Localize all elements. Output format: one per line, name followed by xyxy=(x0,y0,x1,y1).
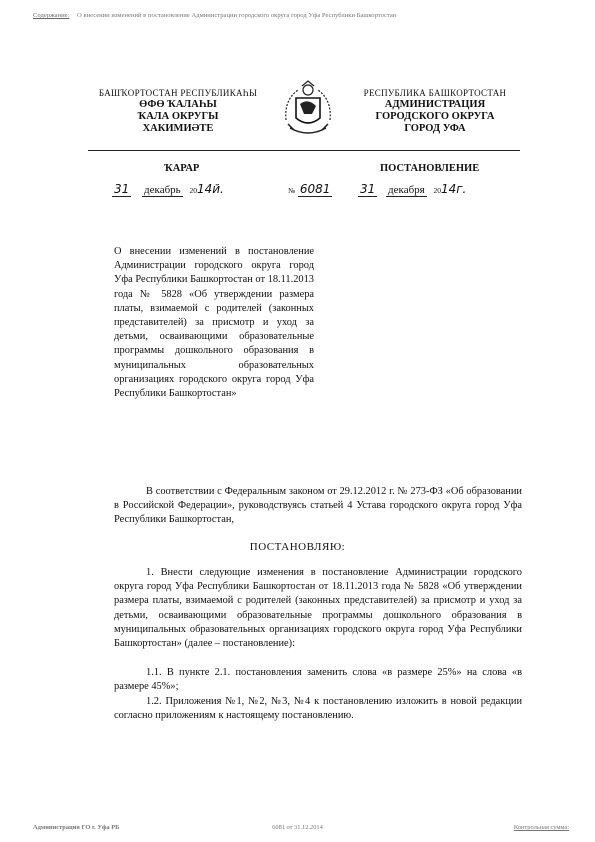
date-right-year: 14г. xyxy=(440,182,467,196)
subject-block: О внесении изменений в постановление Администрации городского округа город Уфа Республики Башкортостан от 18.11.2013 года № 5828 «Об утверждении размера платы, взимаемой с родителей (законных представителей) за присмотр и уход за детьми, осваивающими образовательные программы дошкольного образования в муниципальных образовательных организациях городского округа город Уфа Республики Башкортостан» xyxy=(114,246,314,400)
header-left-line1: БАШҠОРТОСТАН РЕСПУБЛИКАҺЫ xyxy=(98,88,258,98)
number-sign: № xyxy=(288,186,296,195)
header-russian xyxy=(350,87,520,135)
doc-kind-bashkir: ҠАРАР xyxy=(164,163,200,174)
clause-1-2: 1.2. Приложения №1, №2, №3, №4 к постановлению изложить в новой редакции согласно приложениям к настоящему постановлению. xyxy=(114,696,522,722)
resolve-heading: ПОСТАНОВЛЯЮ: xyxy=(249,541,346,553)
coat-of-arms-emblem xyxy=(280,80,336,140)
date-left-day: 31 xyxy=(114,182,130,196)
date-left-month: декабрь xyxy=(144,184,181,196)
date-right-year-prefix: 20 xyxy=(433,186,441,195)
header-right-line2: АДМИНИСТРАЦИЯ xyxy=(384,99,486,110)
document-number xyxy=(288,182,332,196)
header-left-line3: ҠАЛА ОКРУГЫ xyxy=(137,111,219,122)
footer-checksum-link[interactable]: Контрольная сумма: xyxy=(513,824,569,831)
header-bashkir xyxy=(88,87,268,135)
footer-organization: Администрация ГО г. Уфа РБ xyxy=(33,824,120,831)
header-right-line3: ГОРОДСКОГО ОКРУГА xyxy=(375,111,495,122)
header-left-line2: ӨФӨ ҠАЛАҺЫ xyxy=(139,99,217,110)
clause-1-1: 1.1. В пункте 2.1. постановления заменить слова «в размере 25%» на слова «в размере 45%»; xyxy=(114,667,522,693)
document-title: О внесении изменений в постановление Администрации городского округа город Уфа Республики Башкортостан xyxy=(77,12,397,19)
contents-link[interactable]: Содержание: xyxy=(33,12,70,19)
header-divider xyxy=(88,150,520,151)
date-left xyxy=(112,182,224,196)
header-right-line1: РЕСПУБЛИКА БАШКОРТОСТАН xyxy=(363,88,507,98)
number-value: 6081 xyxy=(299,182,331,196)
preamble-paragraph: В соответствии с Федеральным законом от 29.12.2012 г. № 273-ФЗ «Об образовании в Российской Федерации», руководствуясь статьей 4 Устава городского округа город Уфа Республики Башкортостан, xyxy=(114,486,522,526)
date-right-month: декабря xyxy=(388,184,425,196)
clause-1: 1. Внести следующие изменения в постановление Администрации городского округа город Уфа Республики Башкортостан от 18.11.2013 года № 5828 «Об утверждении размера платы, взимаемой с родителей (законных представителей) за присмотр и уход за детьми, осваивающими образовательные программы дошкольного образования в муниципальных образовательных организациях городского округа город Уфа Республики Башкортостан» (далее – постановление): xyxy=(114,567,522,650)
document-topbar xyxy=(33,12,575,19)
header-right-line4: ГОРОД УФА xyxy=(404,123,466,134)
date-right-day: 31 xyxy=(360,182,376,196)
date-right xyxy=(358,182,466,196)
header-left-line4: ХАКИМИӘТЕ xyxy=(142,123,214,134)
doc-kind-russian: ПОСТАНОВЛЕНИЕ xyxy=(380,163,480,174)
date-left-year: 14й. xyxy=(196,182,224,196)
date-left-year-prefix: 20 xyxy=(189,186,197,195)
footer-doc-ref: 6081 от 31.12.2014 xyxy=(272,824,323,831)
